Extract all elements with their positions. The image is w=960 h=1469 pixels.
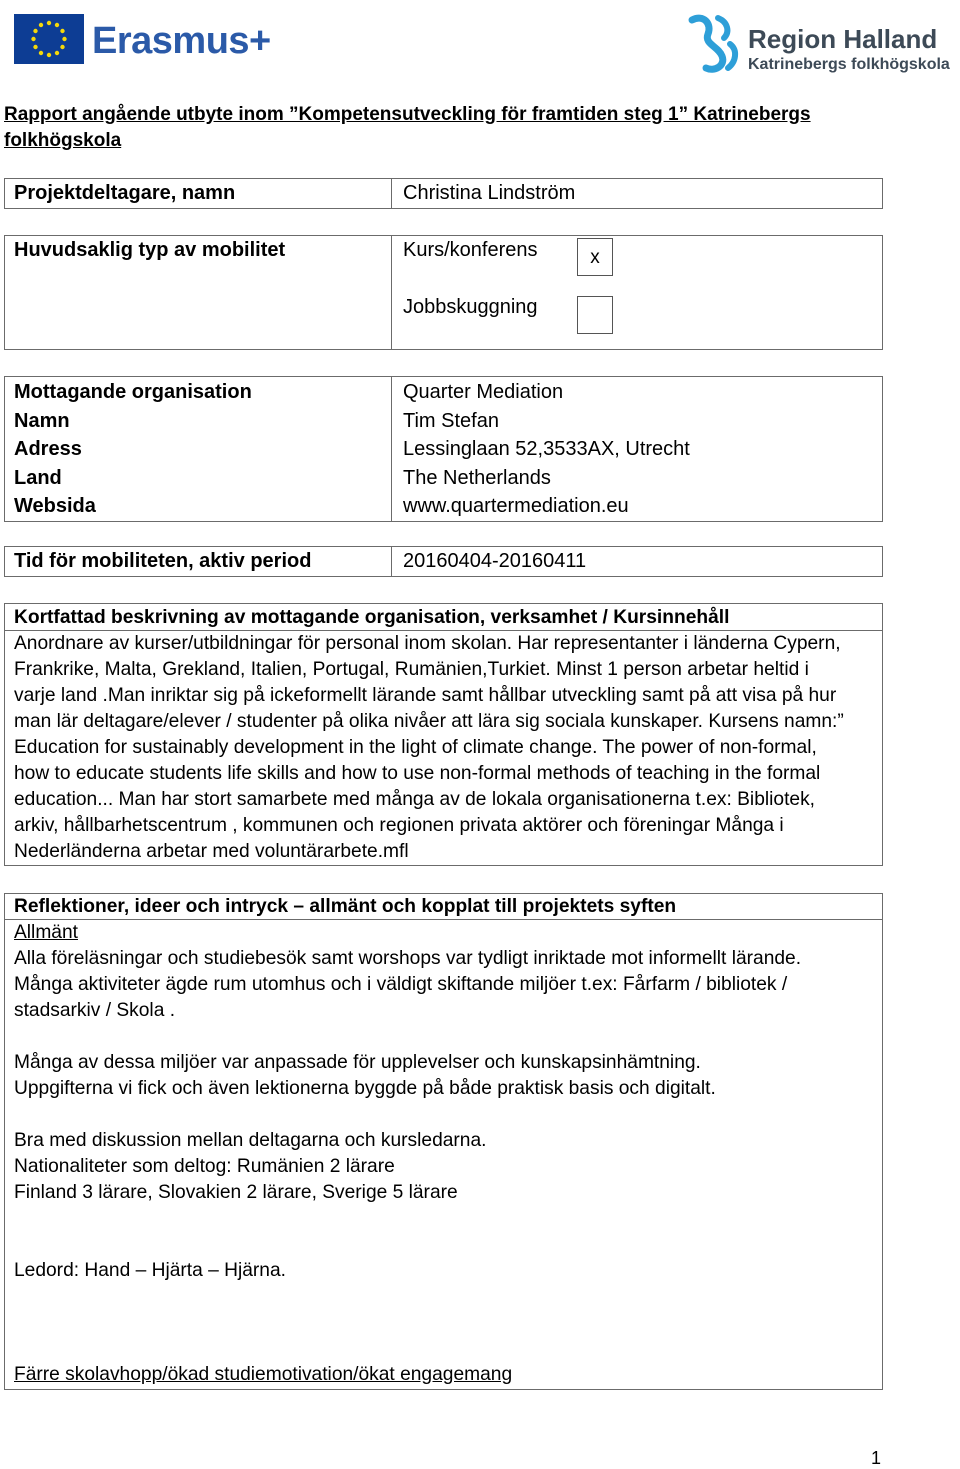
reflections-line: Alla föreläsningar och studiebesök samt worshops var tydligt inriktade mot informellt lärande. (14, 948, 802, 969)
eu-flag-icon (14, 14, 84, 64)
participant-label: Projektdeltagare, namn (14, 182, 236, 204)
mobility-option-jobshadowing-label: Jobbskuggning (403, 296, 538, 318)
description-heading: Kortfattad beskrivning av mottagande organisation, verksamhet / Kursinnehåll (14, 607, 730, 628)
reflections-goal: Färre skolavhopp/ökad studiemotivation/ökat engagemang (14, 1364, 513, 1385)
region-logo-title: Region Halland (748, 24, 938, 54)
description-line: varje land .Man inriktar sig på ickeformellt lärande samt hållbar utveckling samt på att visa på hur (14, 685, 837, 706)
period-label: Tid för mobiliteten, aktiv period (14, 550, 312, 572)
period-divider (391, 546, 392, 577)
erasmus-logo-text: Erasmus+ (92, 20, 271, 62)
reflections-line: Bra med diskussion mellan deltagarna och kursledarna. (14, 1130, 487, 1151)
org-value-country: The Netherlands (403, 466, 551, 489)
org-value-name: Tim Stefan (403, 409, 499, 432)
reflections-line: Många av dessa miljöer var anpassade för upplevelser och kunskapsinhämtning. (14, 1052, 701, 1073)
blank-line (14, 1206, 874, 1258)
blank-line (14, 1284, 874, 1362)
org-label-organisation: Mottagande organisation (14, 381, 252, 403)
blank-line (14, 1024, 874, 1050)
description-line: arkiv, hållbarhetscentrum , kommunen och regionen privata aktörer och föreningar Många i (14, 815, 784, 836)
org-label-name: Namn (14, 409, 70, 432)
description-line: Frankrike, Malta, Grekland, Italien, Portugal, Rumänien,Turkiet. Minst 1 person arbetar heltid i (14, 659, 809, 680)
region-halland-mark-icon (684, 10, 750, 76)
reflections-line: stadsarkiv / Skola . (14, 1000, 176, 1021)
participant-name: Christina Lindström (403, 182, 576, 204)
org-label-website: Websida (14, 495, 96, 517)
mobility-option-jobshadowing-checkbox[interactable] (577, 296, 613, 334)
organisation-values (403, 378, 690, 521)
reflections-line: Uppgifterna vi fick och även lektionerna byggde på både praktisk basis och digitalt. (14, 1078, 716, 1099)
reflections-line: Många aktiviteter ägde rum utomhus och i väldigt skiftande miljöer t.ex: Fårfarm / bibliotek / (14, 974, 788, 995)
description-line: how to educate students life skills and how to use non-formal methods of teaching in the formal (14, 763, 821, 784)
org-value-organisation: Quarter Mediation (403, 381, 564, 403)
reflections-line: Finland 3 lärare, Slovakien 2 lärare, Sverige 5 lärare (14, 1182, 458, 1203)
mobility-option-course-checkbox[interactable]: x (577, 238, 613, 276)
period-value: 20160404-20160411 (403, 550, 587, 572)
document-title: Rapport angående utbyte inom ”Kompetensutveckling för framtiden steg 1” Katrinebergs folkhögskola (4, 104, 811, 151)
organisation-divider (391, 376, 392, 522)
description-line: Education for sustainably development in the light of climate change. The power of non-formal, (14, 737, 817, 758)
description-content (14, 605, 874, 865)
page-number: 1 (871, 1448, 882, 1468)
participant-divider (391, 178, 392, 209)
erasmus-logo (14, 14, 271, 66)
region-halland-logo (684, 10, 960, 76)
reflections-content (14, 894, 874, 1388)
reflections-keywords: Ledord: Hand – Hjärta – Hjärna. (14, 1260, 286, 1281)
mobility-option-course-label: Kurs/konferens (403, 239, 538, 261)
org-value-website[interactable]: www.quartermediation.eu (403, 495, 629, 517)
blank-line (14, 1102, 874, 1128)
mobility-divider (391, 235, 392, 350)
reflections-line: Nationaliteter som deltog: Rumänien 2 lärare (14, 1156, 395, 1177)
mobility-label: Huvudsaklig typ av mobilitet (14, 239, 286, 261)
org-label-country: Land (14, 466, 62, 489)
org-label-address: Adress (14, 438, 82, 460)
reflections-subheading: Allmänt (14, 922, 78, 943)
description-line: education... Man har stort samarbete med många av de lokala organisationerna t.ex: Bibliotek, (14, 789, 815, 810)
description-line: Anordnare av kurser/utbildningar för personal inom skolan. Har representanter i länderna Cypern, (14, 633, 841, 654)
description-line: Nederländerna arbetar med voluntärarbete.mfl (14, 841, 409, 862)
org-value-address: Lessinglaan 52,3533AX, Utrecht (403, 438, 690, 460)
region-logo-subtitle: Katrinebergs folkhögskola (748, 56, 950, 73)
organisation-labels (14, 378, 252, 521)
reflections-heading: Reflektioner, ideer och intryck – allmänt och kopplat till projektets syften (14, 896, 677, 917)
description-line: man lär deltagare/elever / studenter på olika nivåer att lära sig sociala kunskaper. Kursens namn:” (14, 711, 844, 732)
